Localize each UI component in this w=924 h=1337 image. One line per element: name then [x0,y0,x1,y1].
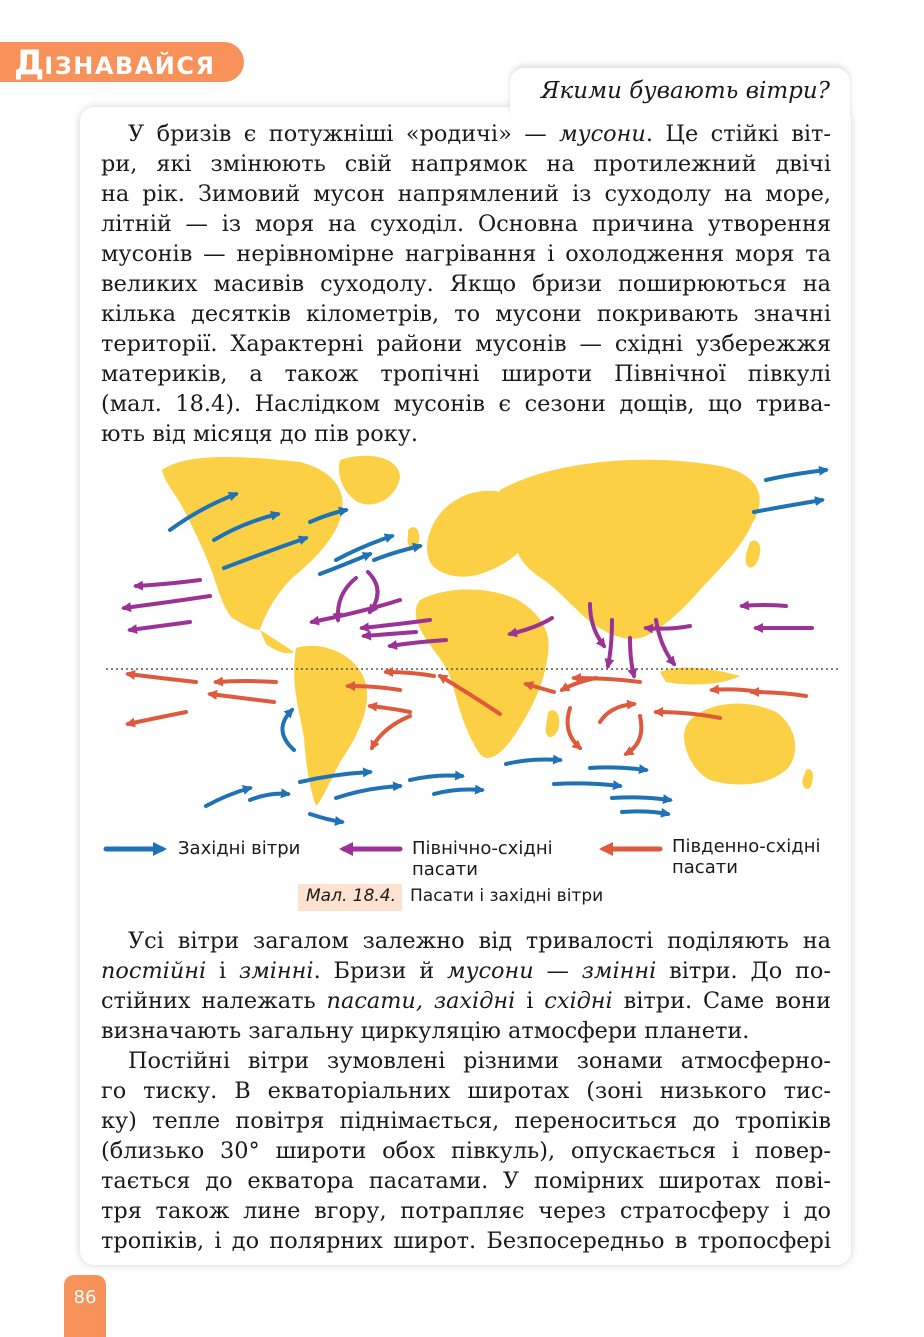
text-line: го тиску. В екваторіальних широтах (зоні низького тис- [101,1078,831,1104]
text-line: кілька десятків кілометрів, то мусони покривають значні [101,301,831,327]
se-trade-arrow [626,716,641,754]
figure-caption-text: Пасати і західні вітри [410,886,604,906]
ne-trade-arrow [136,580,200,586]
continent-africa [416,590,549,758]
text-line: мусонів — нерівномірне нагрівання і охолодження моря та [101,241,831,267]
badge-initial: Д [14,43,45,83]
west-wind-arrow [206,788,250,806]
text-line: материків, а також тропічні широти Північної півкулі [101,361,831,387]
island-madagascar [546,710,560,737]
se-trade-arrow [128,674,196,682]
text-line: стійних належать пасати, західні і східні вітри. Саме вони [101,988,831,1014]
text-line: (мал. 18.4). Наслідком мусонів є сезони дощів, що трива- [101,391,831,417]
legend-ne-line1: Північно-східні [412,838,553,859]
text-line: визначають загальну циркуляцію атмосфери планети. [101,1018,750,1044]
continents [162,456,813,806]
page-number-tab [64,1275,106,1337]
ne-trade-arrow [364,632,416,636]
se-trade-arrow [216,681,276,682]
text-line: території. Характерні райони мусонів — східні узбережжя [101,331,831,357]
legend-se-line2: пасати [672,857,738,878]
legend-west-label: Західні вітри [178,838,301,859]
section-subtitle: Якими бувають вітри? [540,78,830,104]
west-wind-arrow [374,546,420,560]
west-wind-arrow [434,790,482,795]
island-indonesia [660,668,740,685]
page-number: 86 [73,1287,97,1308]
subtitle-tab [510,68,850,116]
text-line: ку) тепле повітря піднімається, переноситься до тропіків [101,1108,831,1134]
west-wind-arrow [554,783,620,786]
west-wind-arrow [282,710,294,750]
se-trade-arrow [370,706,410,712]
legend-ne-label [412,838,553,880]
west-wind-arrow [250,794,288,800]
west-wind-arrow [310,814,342,822]
ne-trade-arrow [312,600,400,622]
se-trade-arrow [386,672,434,676]
text-line: літній — із моря на суходіл. Основна причина утворення [101,211,831,237]
west-wind-arrow [612,797,670,800]
continent-greenland [339,456,400,505]
west-wind-arrow [590,767,646,770]
figure-caption-label: Мал. 18.4. [306,886,397,906]
west-wind-arrow [766,470,826,480]
text-line: постійні і змінні. Бризи й мусони — змінні вітри. До по- [101,958,831,984]
legend-se-label [672,836,820,878]
island-new-zealand [802,769,813,789]
text-line: тропіків, і до полярних широт. Безпосередньо в тропосфері [101,1228,831,1254]
se-trade-arrow [128,712,186,724]
badge-rest: ІЗНАВАЙСЯ [44,52,216,80]
west-wind-arrow [754,500,822,512]
text-line: ють від місяця до пів року. [101,421,419,447]
world-winds-map [100,450,844,840]
ne-trade-arrow [130,622,190,630]
text-line: У бризів є потужніші «родичі» — мусони. Це стійкі віт- [128,121,831,147]
west-wind-arrow [622,811,668,814]
se-trade-arrow [210,694,274,702]
continent-north-america [162,457,343,630]
text-line: Усі вітри загалом залежно від тривалості поділяють на [128,928,831,954]
legend-se-line1: Південно-східні [672,836,821,857]
ne-trade-arrow [742,605,786,606]
section-badge-label [14,42,215,82]
section-badge [0,42,244,82]
legend-ne-line2: пасати [412,859,478,880]
continent-asia [500,460,760,639]
ne-trade-arrow [124,596,210,608]
text-line: тається до екватора пасатами. У помірних широтах пові- [101,1168,831,1194]
continent-central-america [260,630,294,653]
west-wind-arrow [410,776,462,781]
text-line: (близько 30° широти обох півкуль), опускається і повер- [101,1138,831,1164]
text-line: Постійні вітри зумовлені різними зонами атмосферно- [128,1048,831,1074]
text-line: на рік. Зимовий мусон напрямлений із суходолу на море, [101,181,831,207]
text-line: великих масивів суходолу. Якщо бризи поширюються на [101,271,831,297]
west-wind-arrow [506,760,560,765]
text-line: ри, які змінюють свій напрямок на протилежний двічі [101,151,831,177]
west-wind-arrow [336,786,400,798]
text-line: тря також лине вгору, потрапляє через стратосферу і до [101,1198,831,1224]
se-trade-arrow [568,708,580,748]
se-trade-arrow [752,692,806,696]
se-trade-arrow [600,704,634,722]
island-japan [746,541,761,568]
se-trade-arrow [372,716,410,748]
ne-trade-arrow [630,638,634,676]
